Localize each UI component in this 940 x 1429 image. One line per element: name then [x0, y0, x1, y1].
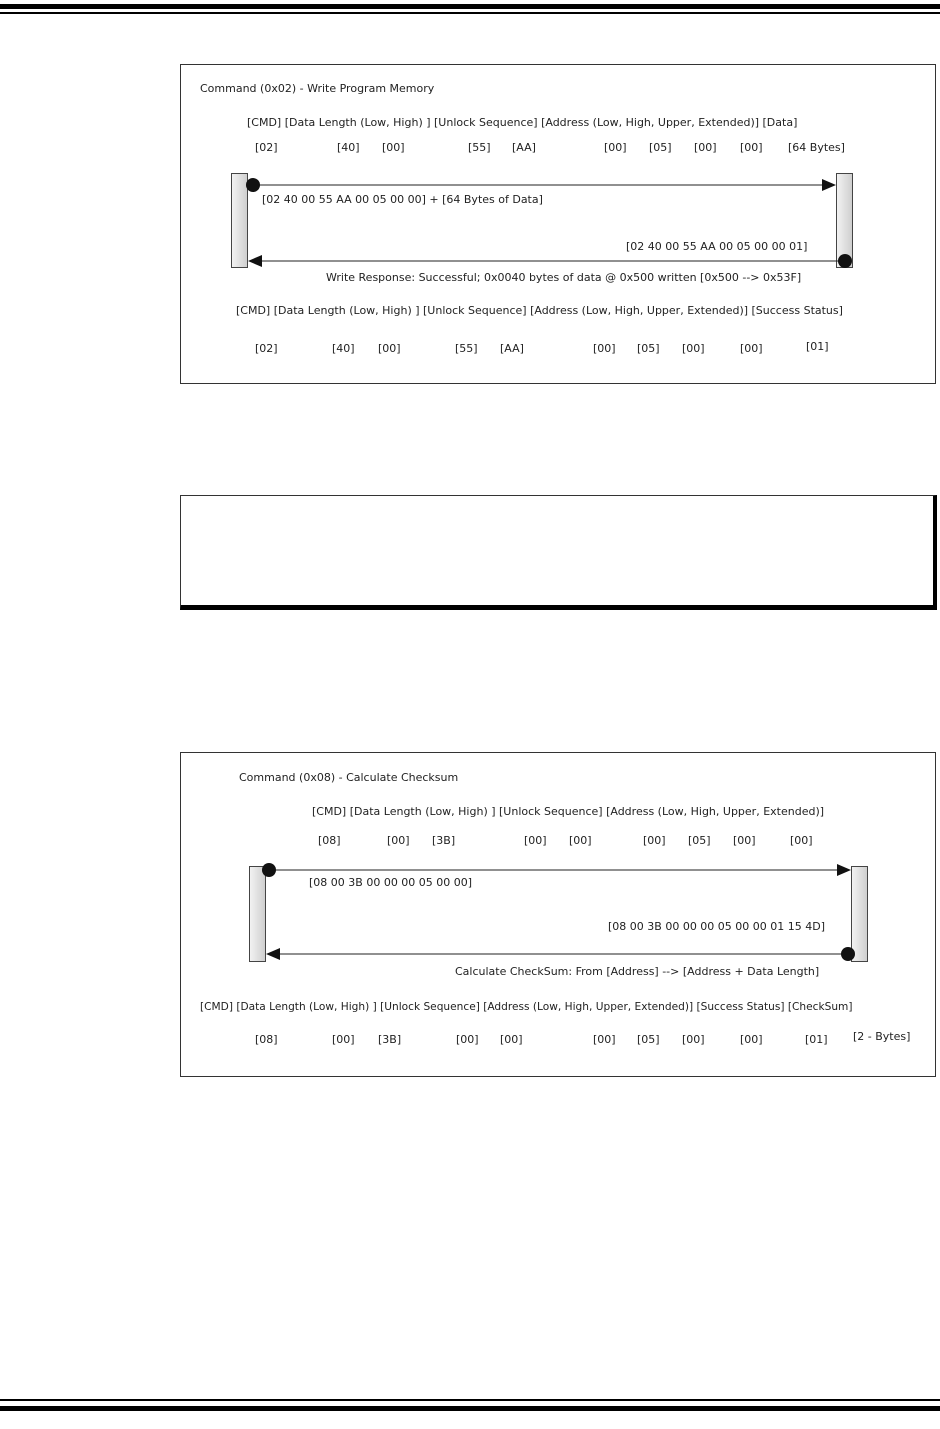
- request-packet-label: [02 40 00 55 AA 00 05 00 00] + [64 Bytes of Data]: [262, 193, 543, 206]
- response-value: [00]: [500, 1033, 523, 1046]
- request-value: [3B]: [432, 834, 456, 847]
- response-value: [00]: [332, 1033, 355, 1046]
- request-packet-label: [08 00 3B 00 00 00 05 00 00]: [309, 876, 473, 889]
- request-value: [05]: [649, 141, 672, 154]
- response-field-headers: [CMD] [Data Length (Low, High) ] [Unlock Sequence] [Address (Low, High, Upper, Extended)] [Success Status]: [236, 304, 843, 317]
- response-caption: Write Response: Successful; 0x0040 bytes of data @ 0x500 written [0x500 --> 0x53F]: [326, 271, 802, 284]
- response-value: [00]: [378, 342, 401, 355]
- request-value: [64 Bytes]: [788, 141, 845, 154]
- diagram-title: Command (0x02) - Write Program Memory: [200, 82, 435, 95]
- response-arrowhead: [266, 948, 280, 960]
- request-field-headers: [CMD] [Data Length (Low, High) ] [Unlock Sequence] [Address (Low, High, Upper, Extended)]: [312, 805, 825, 818]
- response-packet-label: [08 00 3B 00 00 00 05 00 00 01 15 4D]: [608, 920, 826, 933]
- request-value: [AA]: [512, 141, 536, 154]
- request-start-dot: [262, 863, 276, 877]
- response-value: [00]: [740, 342, 763, 355]
- request-value: [55]: [468, 141, 491, 154]
- request-value: [00]: [740, 141, 763, 154]
- response-value: [55]: [455, 342, 478, 355]
- request-value: [02]: [255, 141, 278, 154]
- request-arrowhead: [837, 864, 851, 876]
- response-packet-label: [02 40 00 55 AA 00 05 00 00 01]: [626, 240, 808, 253]
- response-value: [01]: [805, 1033, 828, 1046]
- request-value: [00]: [643, 834, 666, 847]
- request-field-headers: [CMD] [Data Length (Low, High) ] [Unlock Sequence] [Address (Low, High, Upper, Extended)] [Data]: [247, 116, 798, 129]
- response-start-dot: [841, 947, 855, 961]
- response-field-headers: [CMD] [Data Length (Low, High) ] [Unlock Sequence] [Address (Low, High, Upper, Extended)] [Success Status] [CheckSum]: [200, 1001, 853, 1013]
- response-value: [00]: [740, 1033, 763, 1046]
- response-value: [AA]: [500, 342, 524, 355]
- response-value: [01]: [806, 340, 829, 353]
- request-value: [00]: [733, 834, 756, 847]
- request-value: [00]: [694, 141, 717, 154]
- response-value: [05]: [637, 342, 660, 355]
- response-value: [3B]: [378, 1033, 402, 1046]
- request-value: [40]: [337, 141, 360, 154]
- response-value: [00]: [593, 342, 616, 355]
- response-value: [40]: [332, 342, 355, 355]
- diagram-title: Command (0x08) - Calculate Checksum: [239, 771, 459, 784]
- response-value: [00]: [682, 1033, 705, 1046]
- response-caption: Calculate CheckSum: From [Address] --> [Address + Data Length]: [455, 965, 820, 978]
- response-value: [00]: [682, 342, 705, 355]
- response-value: [00]: [456, 1033, 479, 1046]
- request-value: [00]: [387, 834, 410, 847]
- request-value: [00]: [382, 141, 405, 154]
- request-value: [05]: [688, 834, 711, 847]
- response-value: [2 - Bytes]: [853, 1030, 911, 1043]
- request-value: [00]: [569, 834, 592, 847]
- request-value: [08]: [318, 834, 341, 847]
- response-value: [00]: [593, 1033, 616, 1046]
- request-value: [00]: [790, 834, 813, 847]
- response-value: [08]: [255, 1033, 278, 1046]
- request-value: [00]: [524, 834, 547, 847]
- response-value: [02]: [255, 342, 278, 355]
- request-value: [00]: [604, 141, 627, 154]
- response-value: [05]: [637, 1033, 660, 1046]
